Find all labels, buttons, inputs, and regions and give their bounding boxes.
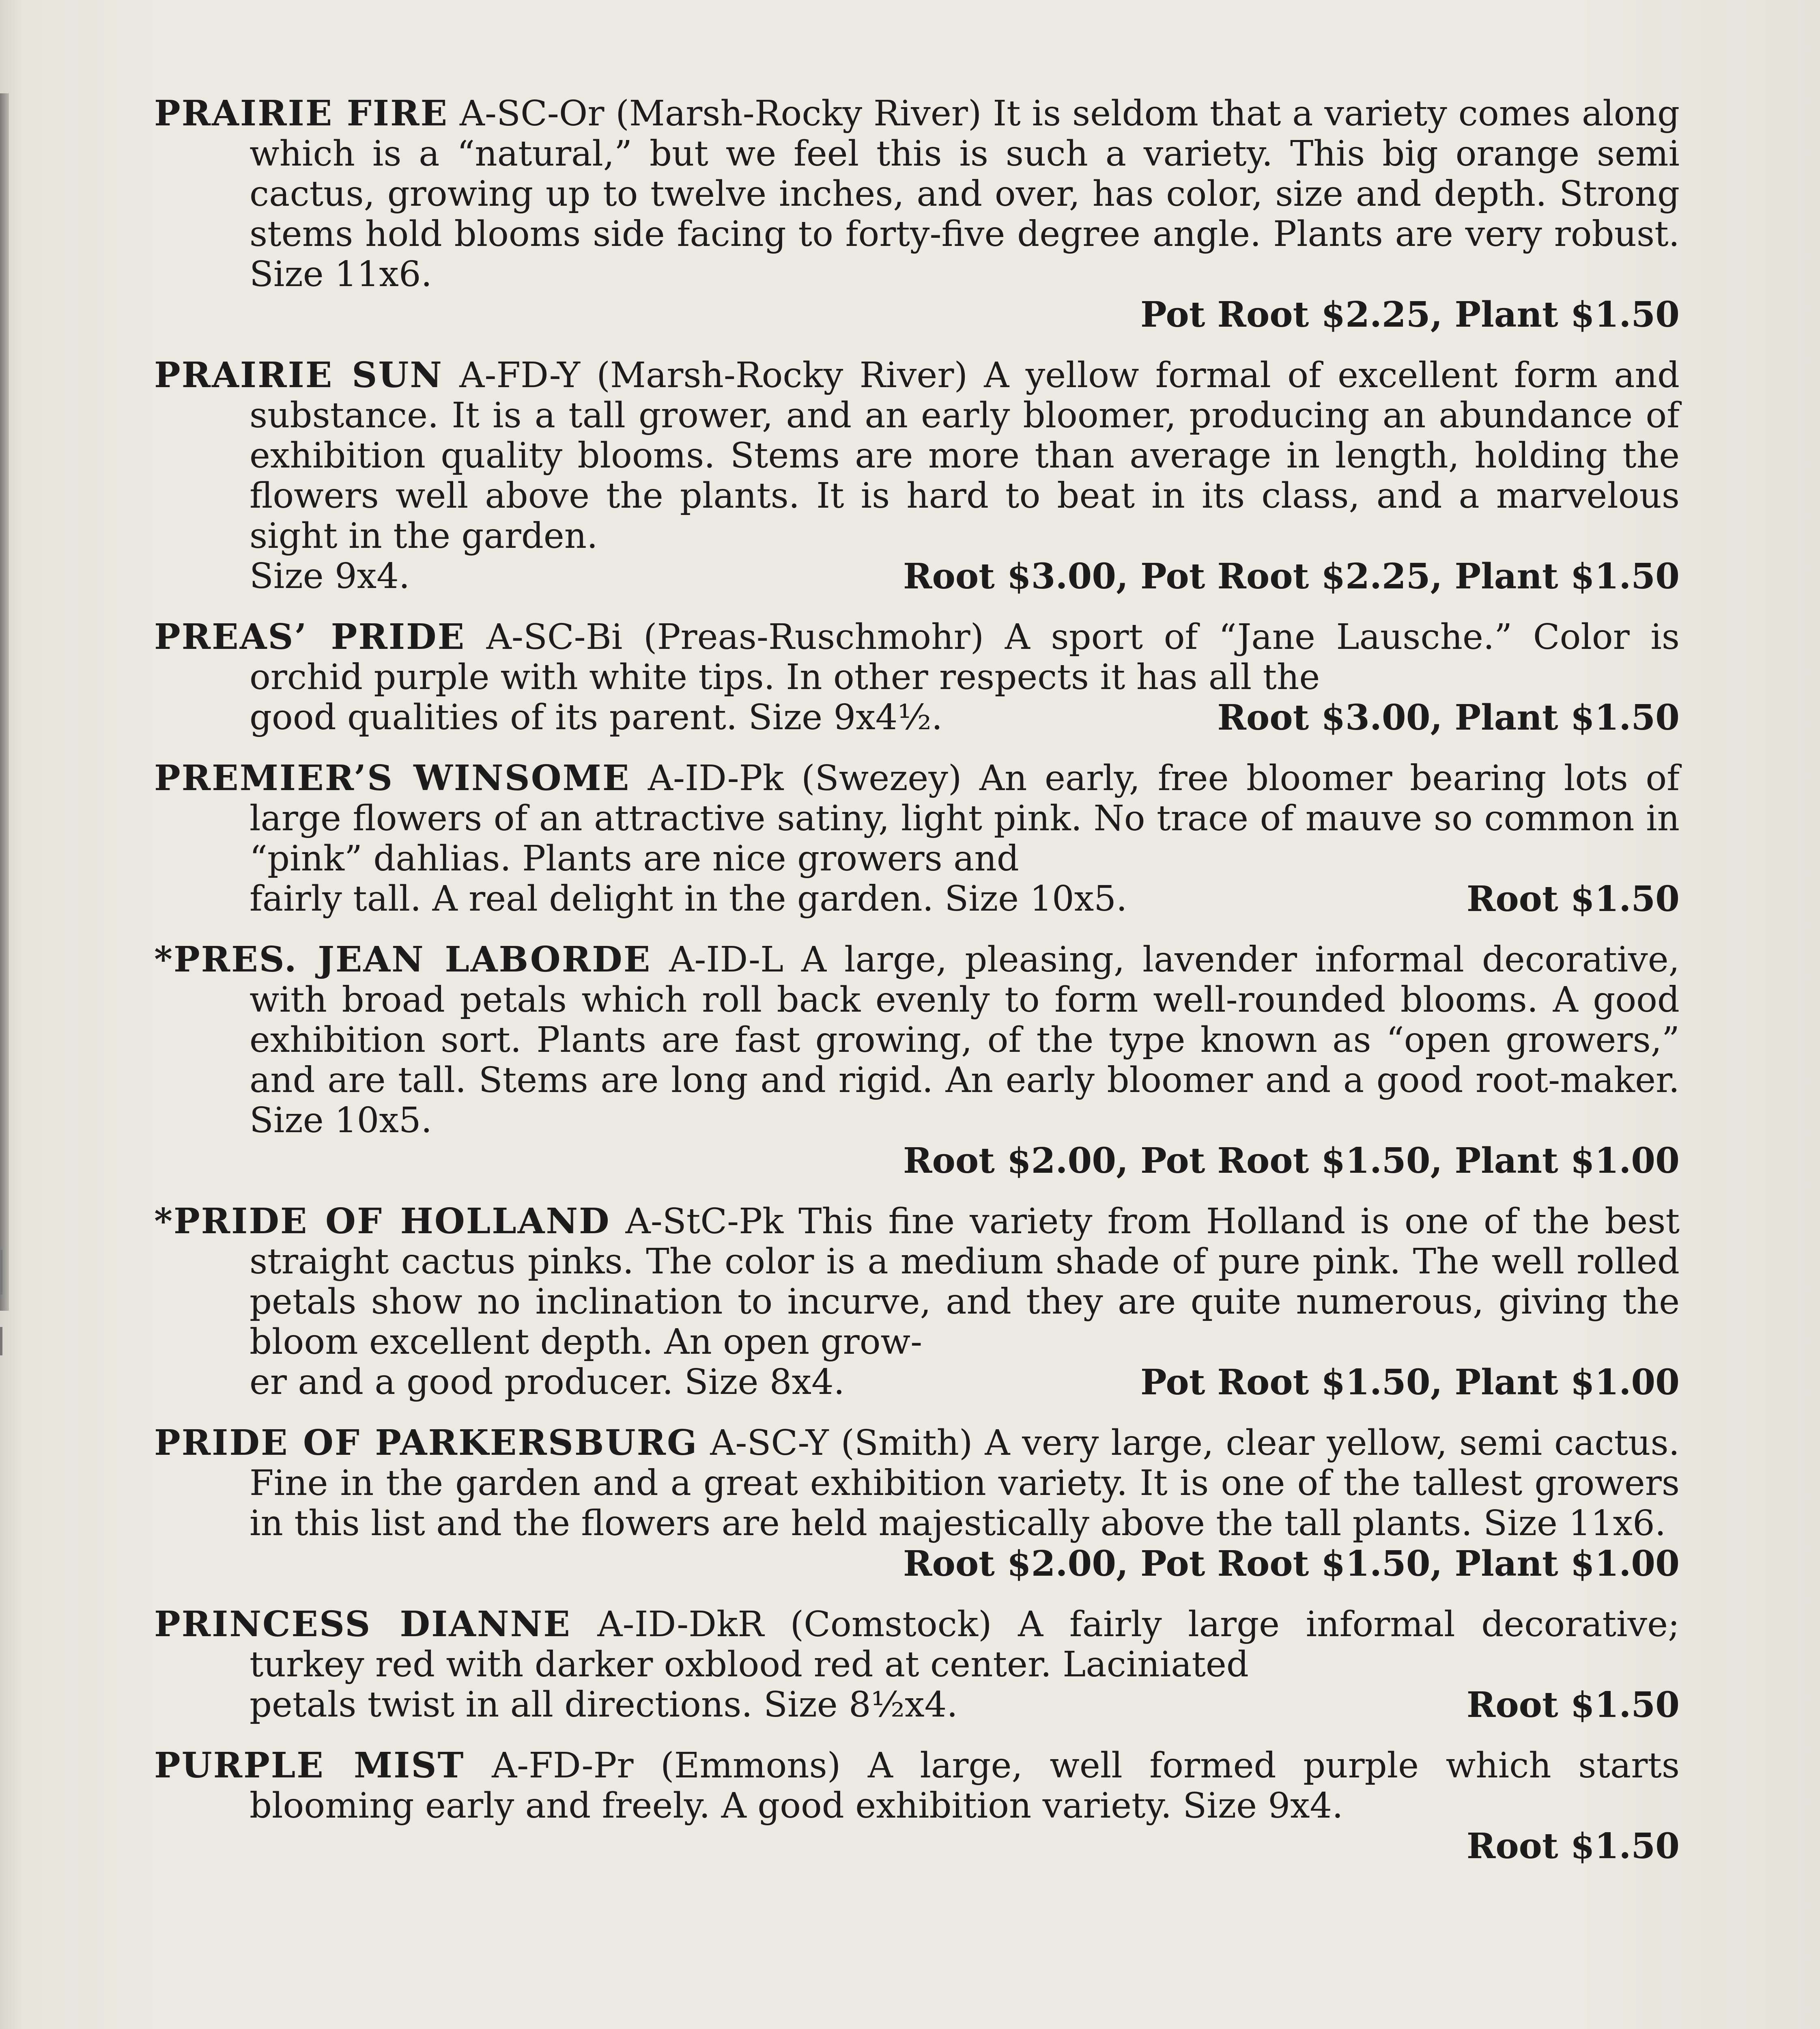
variety-description: A-ID-Pk (Swezey) An early, free bloomer bearing lots of large flowers of an attractive satiny, light pink. No trace of mauve so common in “pink” dahlias. Plants are nice growers and: [250, 758, 1680, 879]
variety-price: Root $1.50: [1466, 1684, 1680, 1725]
variety-entry: [154, 939, 1680, 1181]
variety-price: Root $2.00, Pot Root $1.50, Plant $1.00: [903, 1543, 1680, 1584]
variety-entry: [154, 355, 1680, 597]
variety-entry: [154, 93, 1680, 335]
variety-price: Root $1.50: [1466, 1826, 1680, 1867]
variety-description: A-SC-Y (Smith) A very large, clear yellow, semi cactus. Fine in the garden and a great exhibition variety. It is one of the tallest growers in this list and the flowers are held majestically above the tall plants. Size 11x6.: [250, 1423, 1680, 1544]
variety-entry: [154, 758, 1680, 919]
variety-name: PRIDE OF PARKERSBURG: [154, 1422, 698, 1463]
variety-list: [154, 93, 1680, 1887]
variety-entry: [154, 1423, 1680, 1584]
variety-description: A-ID-L A large, pleasing, lavender informal decorative, with broad petals which roll back evenly to form well-rounded blooms. A good exhibition sort. Plants are fast growing, of the type known as “open growers,” and are tall. Stems are long and rigid. An early bloomer and a good root-maker. Size 10x5.: [250, 939, 1680, 1141]
variety-price: Root $2.00, Pot Root $1.50, Plant $1.00: [903, 1140, 1680, 1181]
variety-size: petals twist in all directions. Size 8½x4.: [250, 1684, 958, 1725]
variety-entry: [154, 1604, 1680, 1725]
variety-size: fairly tall. A real delight in the garden. Size 10x5.: [250, 879, 1127, 919]
variety-description: A-FD-Pr (Emmons) A large, well formed purple which starts blooming early and freely. A good exhibition variety. Size 9x4.: [250, 1745, 1680, 1826]
spine-mark: [0, 1327, 2, 1355]
variety-price: Root $3.00, Pot Root $2.25, Plant $1.50: [903, 556, 1680, 597]
variety-size: good qualities of its parent. Size 9x4½.: [250, 697, 943, 738]
variety-price: Pot Root $1.50, Plant $1.00: [1140, 1362, 1680, 1403]
variety-description: A-FD-Y (Marsh-Rocky River) A yellow formal of excellent form and substance. It is a tall grower, and an early bloomer, producing an abundance of exhibition quality blooms. Stems are more than average in length, holding the flowers well above the plants. It is hard to beat in its class, and a marvelous sight in the garden.: [250, 355, 1680, 556]
variety-description: A-SC-Or (Marsh-Rocky River) It is seldom that a variety comes along which is a “natural,” but we feel this is such a variety. This big orange semi cactus, growing up to twelve inches, and over, has color, size and depth. Strong stems hold blooms side facing to forty-five degree angle. Plants are very robust. Size 11x6.: [250, 93, 1680, 295]
variety-name: PREAS’ PRIDE: [154, 616, 466, 657]
variety-name: PRAIRIE SUN: [154, 355, 443, 396]
variety-size: er and a good producer. Size 8x4.: [250, 1362, 845, 1402]
variety-name: PREMIER’S WINSOME: [154, 758, 630, 799]
variety-price: Pot Root $2.25, Plant $1.50: [1140, 294, 1680, 335]
variety-price: Root $3.00, Plant $1.50: [1217, 697, 1680, 738]
variety-size: Size 9x4.: [250, 556, 410, 597]
variety-name: PRINCESS DIANNE: [154, 1604, 571, 1645]
spine-mark: [0, 1250, 2, 1295]
variety-name: *PRES. JEAN LABORDE: [154, 939, 652, 980]
variety-name: PRAIRIE FIRE: [154, 93, 449, 134]
variety-entry: [154, 1201, 1680, 1402]
spine-shadow: [0, 93, 9, 1311]
variety-description: A-SC-Bi (Preas-Ruschmohr) A sport of “Jane Lausche.” Color is orchid purple with white tips. In other respects it has all the: [250, 617, 1680, 698]
variety-name: *PRIDE OF HOLLAND: [154, 1201, 611, 1242]
variety-entry: [154, 1745, 1680, 1866]
variety-entry: [154, 617, 1680, 738]
variety-name: PURPLE MIST: [154, 1745, 465, 1786]
variety-description: A-ID-DkR (Comstock) A fairly large informal decorative; turkey red with darker oxblood red at center. Laciniated: [250, 1604, 1680, 1685]
variety-description: A-StC-Pk This fine variety from Holland is one of the best straight cactus pinks. The color is a medium shade of pure pink. The well rolled petals show no inclination to incurve, and they are quite numerous, giving the bloom excellent depth. An open grow-: [250, 1201, 1680, 1362]
variety-price: Root $1.50: [1466, 879, 1680, 920]
